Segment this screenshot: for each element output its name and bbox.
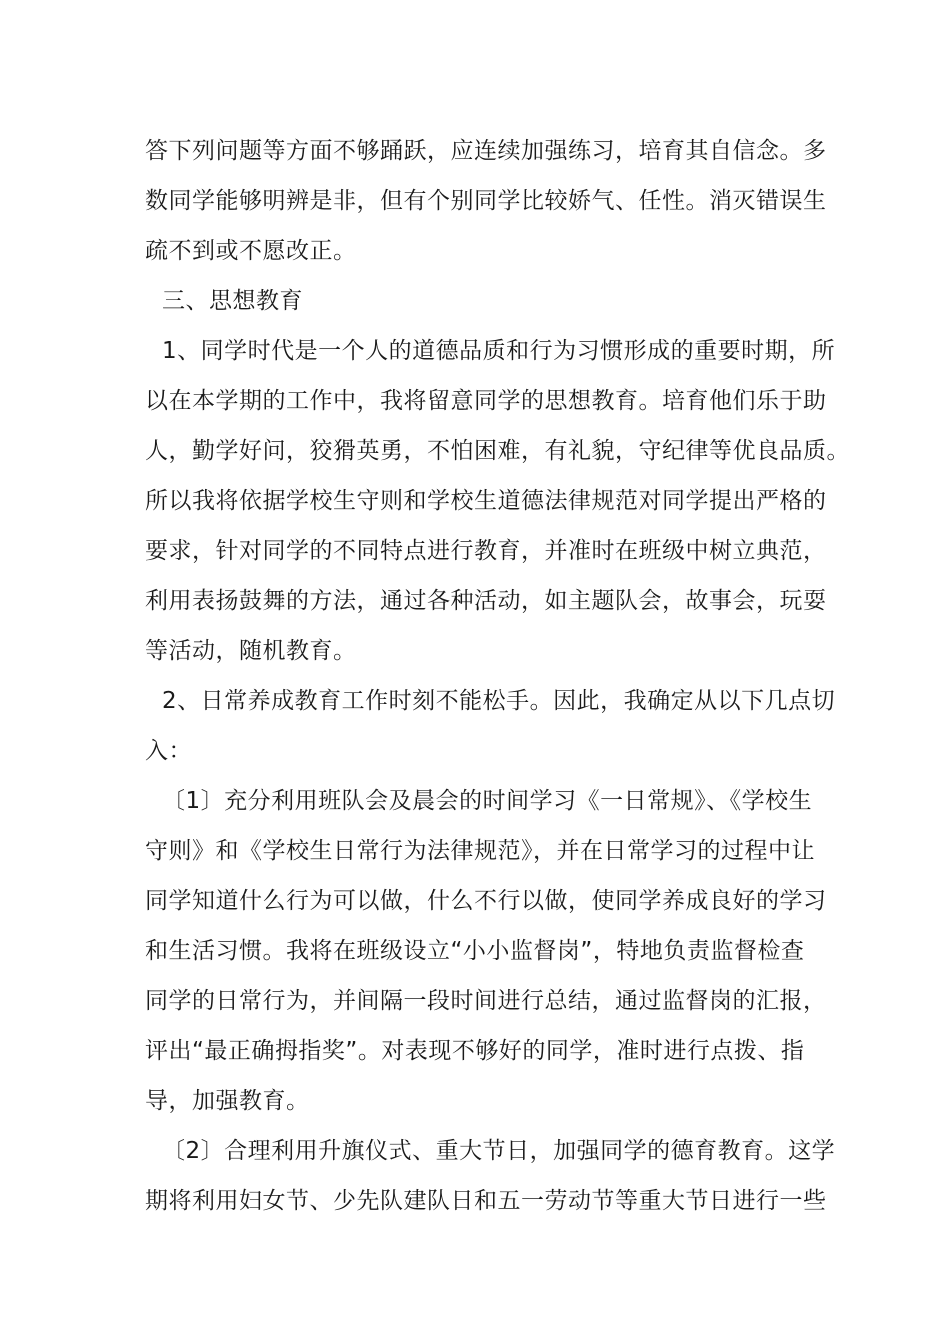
text-line: 〔2〕合理利用升旗仪式、重大节日，加强同学的德育教育。这学 [162, 1138, 836, 1164]
text-line: 利用表扬鼓舞的方法，通过各种活动，如主题队会，故事会，玩耍 [145, 588, 827, 614]
text-line: 等活动，随机教育。 [145, 638, 357, 664]
text-line: 2、日常养成教育工作时刻不能松手。因此，我确定从以下几点切 [162, 688, 836, 714]
text-line: 和生活习惯。我将在班级设立“小小监督岗”，特地负责监督检查 [145, 938, 805, 964]
text-line: 入： [145, 738, 192, 764]
text-line: 守则》和《学校生日常行为法律规范》，并在日常学习的过程中让 [145, 838, 815, 864]
text-line: 导，加强教育。 [145, 1088, 310, 1114]
text-line: 答下列问题等方面不够踊跃，应连续加强练习，培育其自信念。多 [145, 138, 827, 164]
text-line: 评出“最正确拇指奖”。对表现不够好的同学，准时进行点拨、指 [145, 1038, 805, 1064]
text-line: 同学知道什么行为可以做，什么不行以做，使同学养成良好的学习 [145, 888, 827, 914]
text-line: 期将利用妇女节、少先队建队日和五一劳动节等重大节日进行一些 [145, 1188, 827, 1214]
text-line: 〔1〕充分利用班队会及晨会的时间学习《一日常规》、《学校生 [162, 788, 813, 814]
text-line: 要求，针对同学的不同特点进行教育，并准时在班级中树立典范， [145, 538, 827, 564]
text-line: 数同学能够明辨是非，但有个别同学比较娇气、任性。消灭错误生 [145, 188, 827, 214]
text-line: 1、同学时代是一个人的道德品质和行为习惯形成的重要时期，所 [162, 338, 836, 364]
section-heading: 三、思想教育 [162, 288, 303, 314]
text-line: 疏不到或不愿改正。 [145, 238, 357, 264]
text-line: 人，勤学好问，狡猾英勇，不怕困难，有礼貌，守纪律等优良品质。 [145, 438, 850, 464]
text-line: 所以我将依据学校生守则和学校生道德法律规范对同学提出严格的 [145, 488, 827, 514]
text-line: 同学的日常行为，并间隔一段时间进行总结，通过监督岗的汇报， [145, 988, 827, 1014]
text-line: 以在本学期的工作中，我将留意同学的思想教育。培育他们乐于助 [145, 388, 827, 414]
